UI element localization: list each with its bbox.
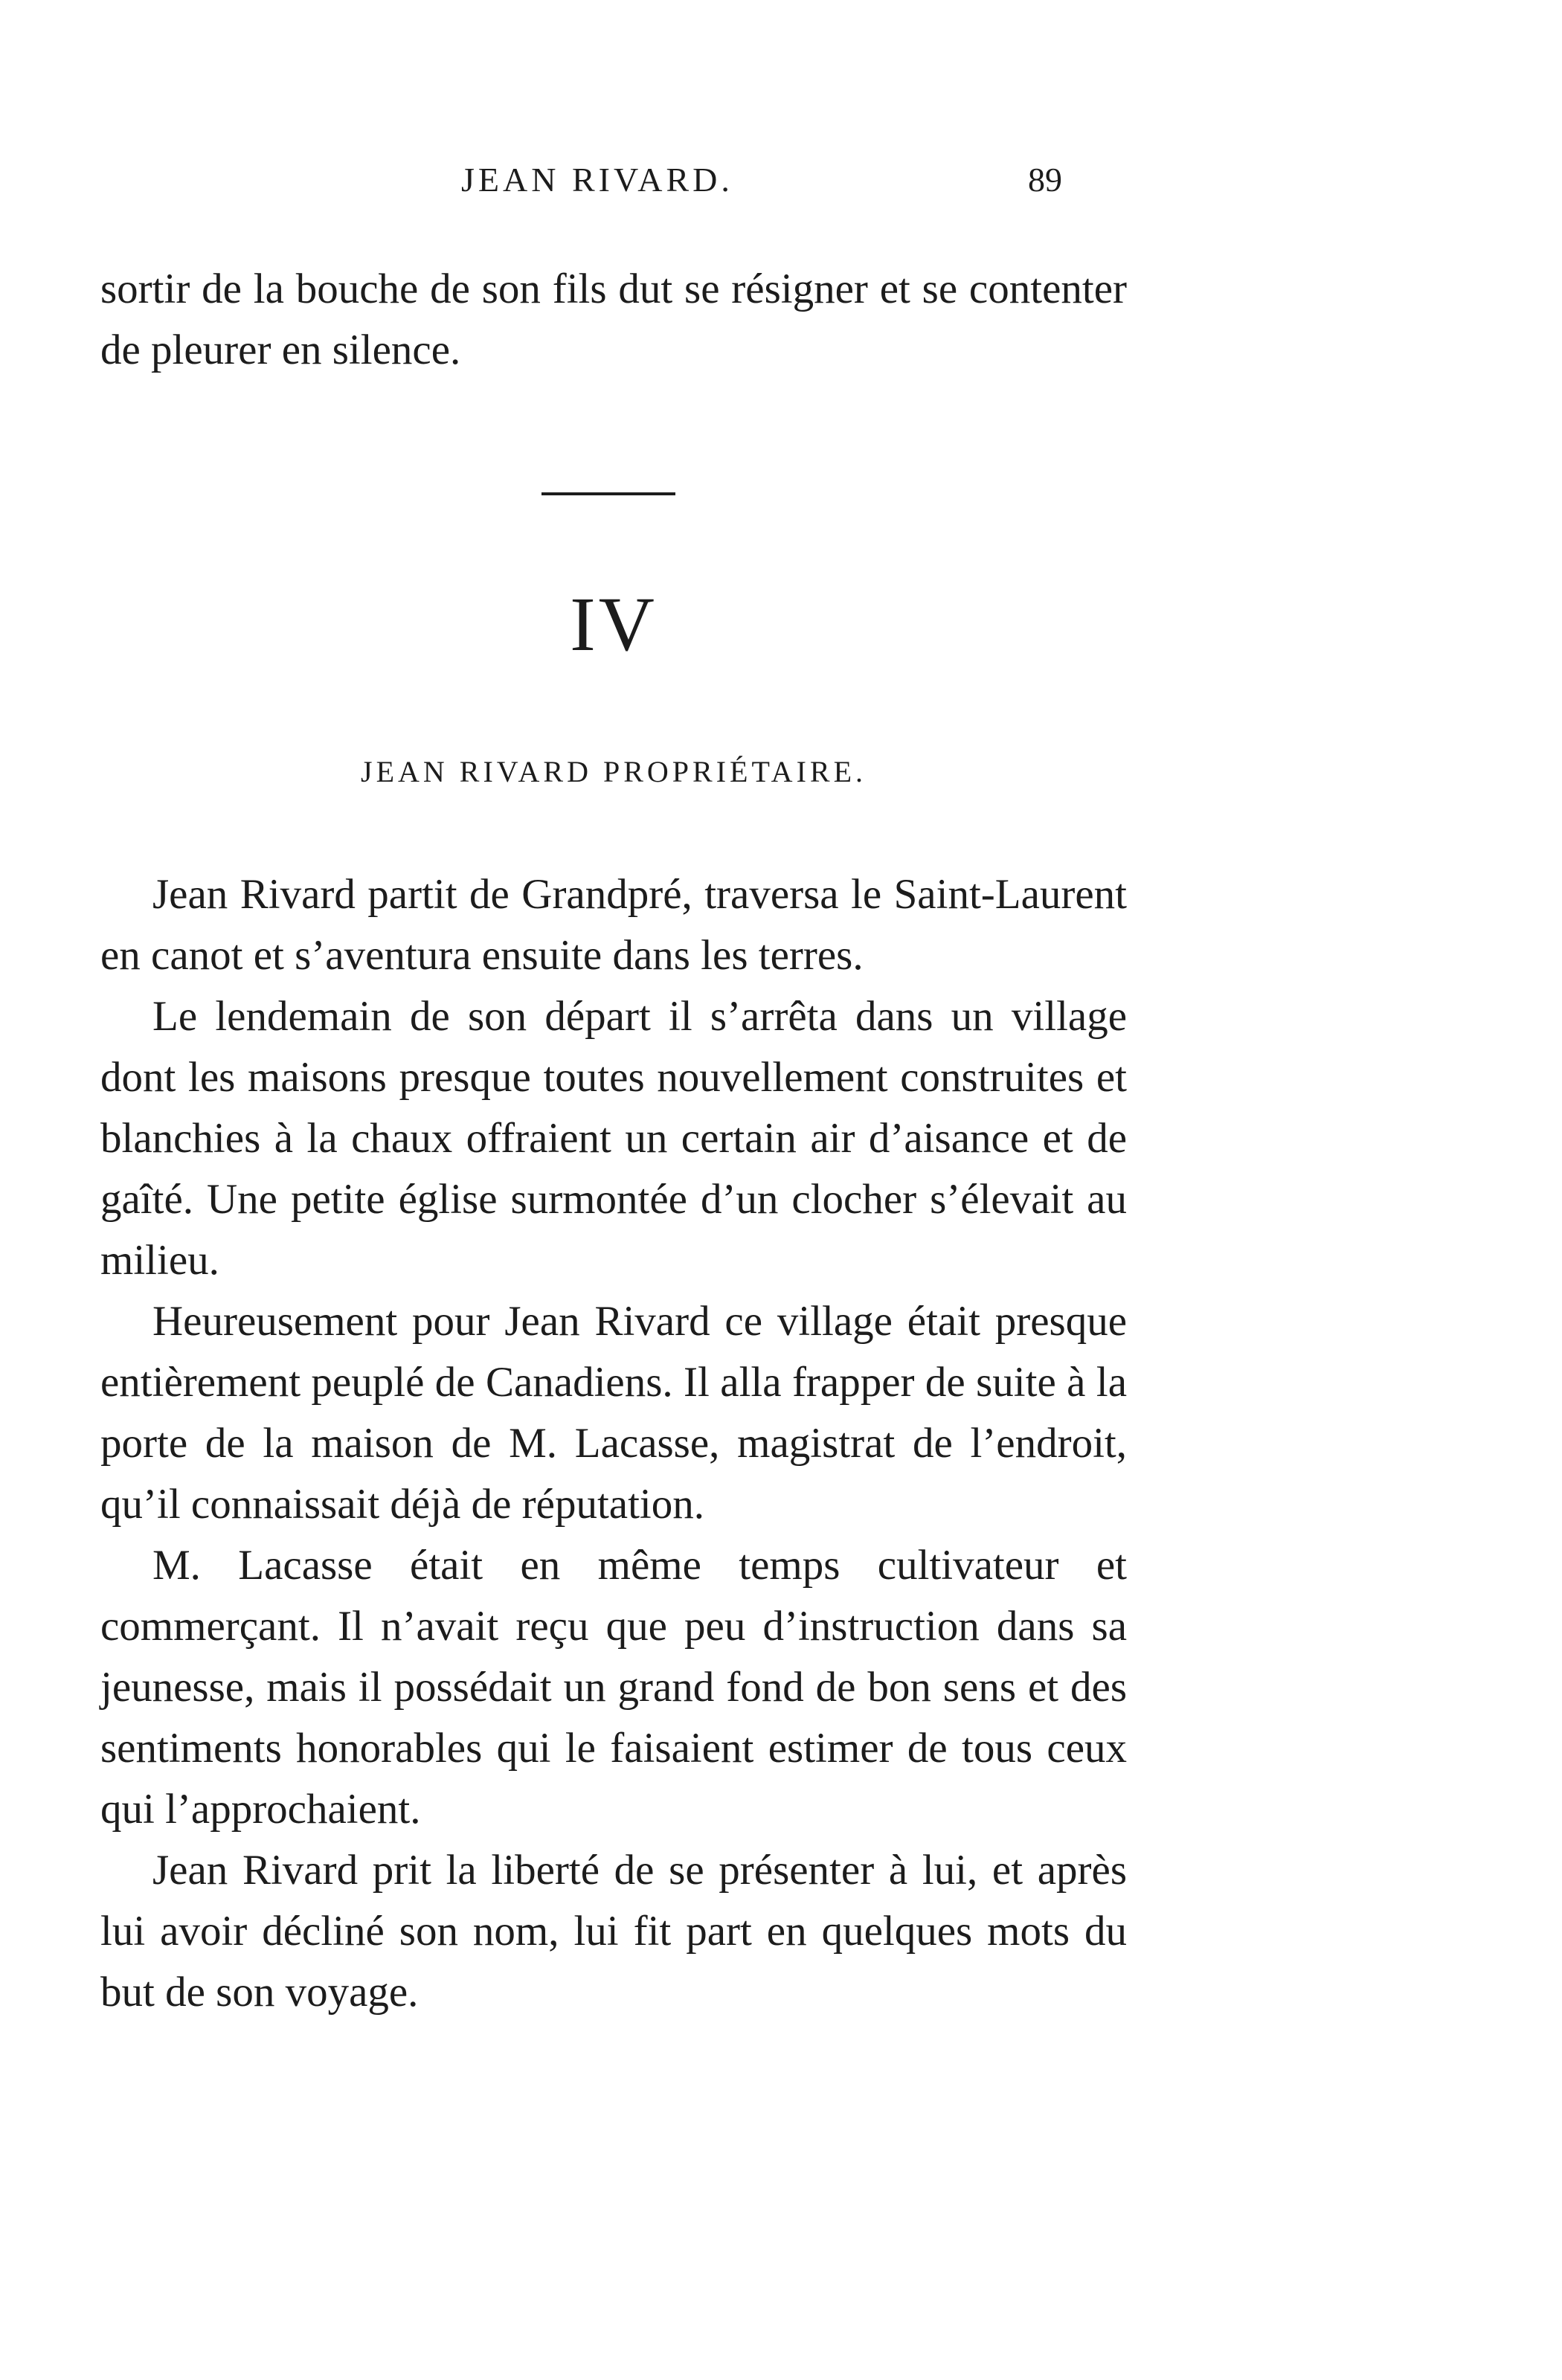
- chapter-title: JEAN RIVARD PROPRIÉTAIRE.: [361, 755, 867, 788]
- body-paragraph: Jean Rivard prit la liberté de se présenter à lui, et après lui avoir décliné son nom, lui fit part en quelques mots du but de son voyage.: [100, 1847, 1127, 2016]
- carryover-text-block: [100, 259, 1127, 381]
- body-paragraph: Jean Rivard partit de Grandpré, traversa le Saint-Laurent en canot et s’aventura ensuite dans les terres.: [100, 871, 1127, 979]
- chapter-body: [100, 864, 1127, 2023]
- chapter-numeral: IV: [570, 582, 658, 667]
- body-paragraph: Heureusement pour Jean Rivard ce village était presque entièrement peuplé de Canadiens. Il alla frapper de suite à la porte de la maison de M. Lacasse, magistrat de l’endroit, qu’il connaissait déjà de réputation.: [100, 1298, 1127, 1528]
- running-head: [0, 158, 1562, 202]
- body-paragraph: Le lendemain de son départ il s’arrêta dans un village dont les maisons presque toutes nouvellement construites et blanchies à la chaux offraient un certain air d’aisance et de gaîté. Une petite église surmontée d’un clocher s’élevait au milieu.: [100, 993, 1127, 1284]
- body-paragraph: M. Lacasse était en même temps cultivateur et commerçant. Il n’avait reçu que peu d’instruction dans sa jeunesse, mais il possédait un grand fond de bon sens et des sentiments honorables qui le faisaient estimer de tous ceux qui l’approchaient.: [100, 1542, 1127, 1833]
- running-title: JEAN RIVARD.: [461, 161, 733, 199]
- carryover-paragraph: sortir de la bouche de son fils dut se résigner et se contenter de pleurer en silence.: [100, 266, 1127, 373]
- page-number: 89: [1028, 161, 1062, 199]
- section-divider-rule: [541, 492, 675, 495]
